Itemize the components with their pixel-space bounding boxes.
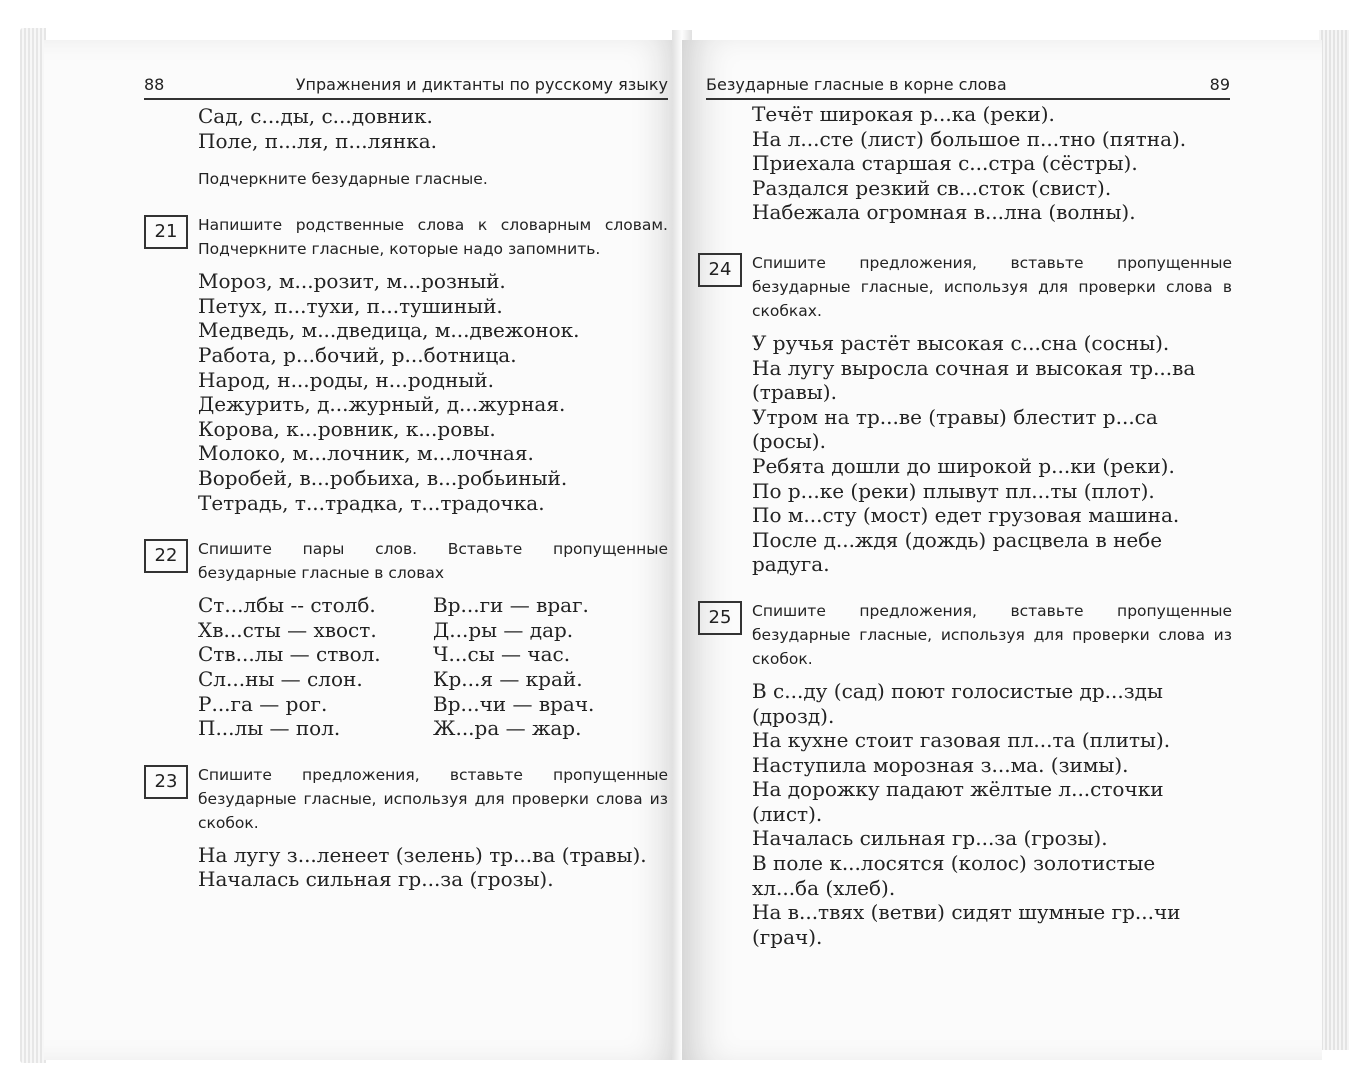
text-line: хл...ба (хлеб). [752, 875, 896, 900]
text-line: После д...ждя (дождь) расцвела в небе [752, 527, 1163, 552]
word-pair: Ст...лбы -- столб. [198, 593, 376, 618]
word-pair: Вр...ги — враг. [433, 593, 589, 618]
text-line: По м...сту (мост) едет грузовая машина. [752, 503, 1180, 528]
text-line: Ребята дошли до широкой р...ки (реки). [752, 453, 1175, 478]
text-line: На в...твях (ветви) сидят шумные гр...чи [752, 900, 1181, 925]
task-number-box: 24 [698, 253, 742, 287]
task-number-box: 23 [144, 765, 188, 799]
text-line: Народ, н...роды, н...родный. [198, 367, 494, 392]
text-line: Воробей, в...робьиха, в...робьиный. [198, 465, 568, 490]
running-title: Безударные гласные в корне слова [706, 75, 1007, 94]
word-pair: Ств...лы — ствол. [198, 642, 381, 667]
text-line: Работа, р...бочий, р...ботница. [198, 342, 517, 367]
text-line: На дорожку падают жёлтые л...сточки [752, 777, 1164, 802]
task-number-box: 22 [144, 539, 188, 573]
text-line: Наступила морозная з...ма. (зимы). [752, 752, 1129, 777]
text-line: Поле, п...ля, п...лянка. [198, 128, 438, 153]
word-pair: Хв...сты — хвост. [198, 617, 377, 642]
text-line: По р...ке (реки) плывут пл...ты (плот). [752, 478, 1155, 503]
text-line: На кухне стоит газовая пл...та (плиты). [752, 728, 1171, 753]
task-number-box: 21 [144, 215, 188, 249]
right-page-content [708, 102, 1232, 949]
task-25 [708, 599, 1232, 950]
task-23 [154, 763, 668, 892]
text-line: Набежала огромная в...лна (волны). [752, 200, 1136, 225]
text-line: Утром на тр...ве (травы) блестит р...са [752, 404, 1158, 429]
text-line: Мороз, м...розит, м...розный. [198, 269, 506, 294]
word-pair: П...лы — пол. [198, 716, 341, 741]
text-line: Петух, п...тухи, п...тушиный. [198, 293, 503, 318]
task-instruction: Спишите пары слов. Вставьте пропущенные безударные гласные в словах [198, 540, 668, 583]
word-pair: Вр...чи — врач. [433, 691, 595, 716]
task-instruction: Спишите предложения, вставьте пропущенные безударные гласные, используя для проверки слова из скобок. [752, 601, 1232, 668]
running-title: Упражнения и диктанты по русскому языку [295, 75, 668, 94]
word-pairs-column-2 [433, 593, 668, 741]
text-line: Течёт широкая р...ка (реки). [752, 102, 1055, 126]
text-line: На л...сте (лист) большое п...тно (пятна). [752, 126, 1187, 151]
left-page-content [154, 104, 668, 892]
word-pair: Сл...ны — слон. [198, 666, 363, 691]
left-page [44, 40, 682, 1060]
text-line: На лугу з...ленеет (зелень) тр...ва (травы). [198, 842, 647, 867]
right-page-header [706, 72, 1230, 100]
task-instruction: Спишите предложения, вставьте пропущенные безударные гласные, используя для проверки слова в скобках. [752, 253, 1232, 320]
text-line: (лист). [752, 801, 823, 826]
text-line: (грач). [752, 924, 823, 949]
text-line: Приехала старшая с...стра (сёстры). [752, 151, 1138, 176]
task-instruction: Напишите родственные слова к словарным словам. Подчеркните гласные, которые надо запомнить. [198, 216, 668, 259]
word-pair: Д...ры — дар. [433, 617, 574, 642]
word-pair: Кр...я — край. [433, 666, 583, 691]
task-24 [708, 251, 1232, 577]
text-line: (травы). [752, 380, 837, 405]
task-21 [154, 213, 668, 515]
right-page [682, 40, 1322, 1060]
word-pair: Ж...ра — жар. [433, 716, 582, 741]
book-page-edges-right [1319, 30, 1349, 1050]
text-line: Тетрадь, т...традка, т...традочка. [198, 490, 545, 515]
book-page-edges-left [20, 28, 46, 1063]
text-line: (росы). [752, 429, 826, 454]
task-number-box: 25 [698, 601, 742, 635]
instruction: Подчеркните безударные гласные. [198, 170, 488, 189]
word-pairs [198, 593, 668, 741]
left-page-header [144, 72, 668, 100]
text-line: На лугу выросла сочная и высокая тр...ва [752, 355, 1196, 380]
text-line: Сад, с...ды, с...довник. [198, 104, 433, 128]
text-line: В поле к...лосятся (колос) золотистые [752, 851, 1156, 876]
text-line: В с...ду (сад) поют голосистые др...зды [752, 678, 1163, 703]
word-pairs-column-1 [198, 593, 433, 741]
word-pair: Р...га — рог. [198, 691, 328, 716]
text-line: (дрозд). [752, 703, 835, 728]
page-number: 89 [1209, 75, 1230, 94]
text-line: Началась сильная гр...за (грозы). [198, 867, 554, 892]
text-line: У ручья растёт высокая с...сна (сосны). [752, 330, 1170, 355]
text-line: радуга. [752, 552, 830, 577]
word-pair: Ч...сы — час. [433, 642, 571, 667]
text-line: Раздался резкий св...сток (свист). [752, 175, 1112, 200]
text-line: Корова, к...ровник, к...ровы. [198, 416, 496, 441]
text-line: Молоко, м...лочник, м...лочная. [198, 441, 534, 466]
task-22 [154, 537, 668, 741]
task-instruction: Спишите предложения, вставьте пропущенные безударные гласные, используя для проверки слова из скобок. [198, 765, 668, 832]
text-line: Медведь, м...дведица, м...двежонок. [198, 318, 580, 343]
text-line: Дежурить, д...журный, д...журная. [198, 392, 566, 417]
page-number: 88 [144, 75, 165, 94]
text-line: Началась сильная гр...за (грозы). [752, 826, 1108, 851]
